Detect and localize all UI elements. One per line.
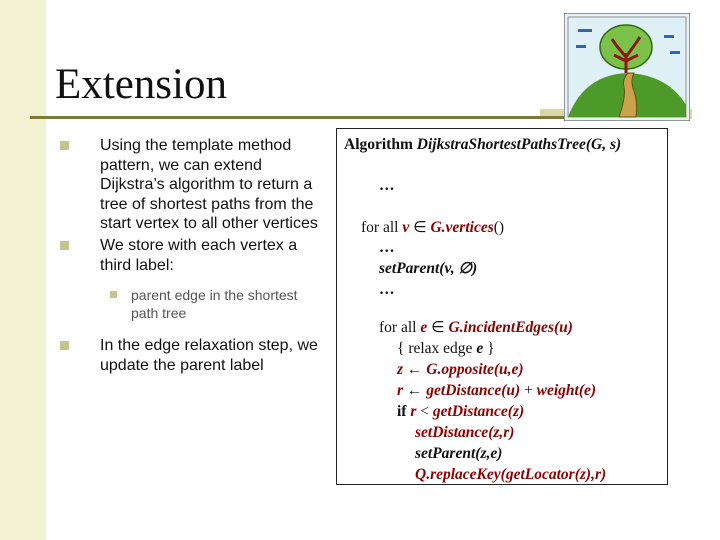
sub-bullet-marker-icon — [110, 291, 117, 298]
bullet-item: Using the template method pattern, we can extend Dijkstra’s algorithm to return a tree of shortest paths from the start vertex to all other vertices — [58, 136, 320, 234]
title-underline — [30, 116, 565, 119]
bullet-item: We store with each vertex a third label: — [58, 236, 320, 275]
code-line: if r < getDistance(z) — [397, 403, 525, 420]
code-line: setParent(v, ∅) — [379, 260, 478, 277]
sub-bullet-item: parent edge in the shortest path tree — [58, 286, 320, 322]
algorithm-box — [336, 128, 668, 485]
bullet-marker-icon — [60, 141, 69, 150]
code-line: setParent(z,e) — [415, 445, 503, 462]
code-line: { relax edge e } — [397, 340, 495, 357]
bullet-list — [58, 136, 320, 375]
tree-path-logo — [564, 13, 690, 121]
bullet-marker-icon — [60, 341, 69, 350]
code-line: for all e ∈ G.incidentEdges(u) — [379, 319, 573, 336]
code-line: … — [379, 177, 395, 194]
algorithm-header: Algorithm DijkstraShortestPathsTree(G, s) — [344, 136, 622, 153]
code-line: z ← G.opposite(u,e) — [397, 361, 524, 378]
slide-title: Extension — [55, 61, 227, 108]
code-line: … — [379, 239, 395, 256]
code-line: setDistance(z,r) — [415, 424, 515, 441]
left-decor-strip — [0, 0, 46, 540]
bullet-item: In the edge relaxation step, we update the parent label — [58, 336, 320, 375]
bullet-marker-icon — [60, 241, 69, 250]
code-line: r ← getDistance(u) + weight(e) — [397, 382, 597, 399]
code-line: … — [379, 281, 395, 298]
code-line: Q.replaceKey(getLocator(z),r) — [415, 466, 607, 483]
code-line: for all v ∈ G.vertices() — [361, 219, 505, 236]
